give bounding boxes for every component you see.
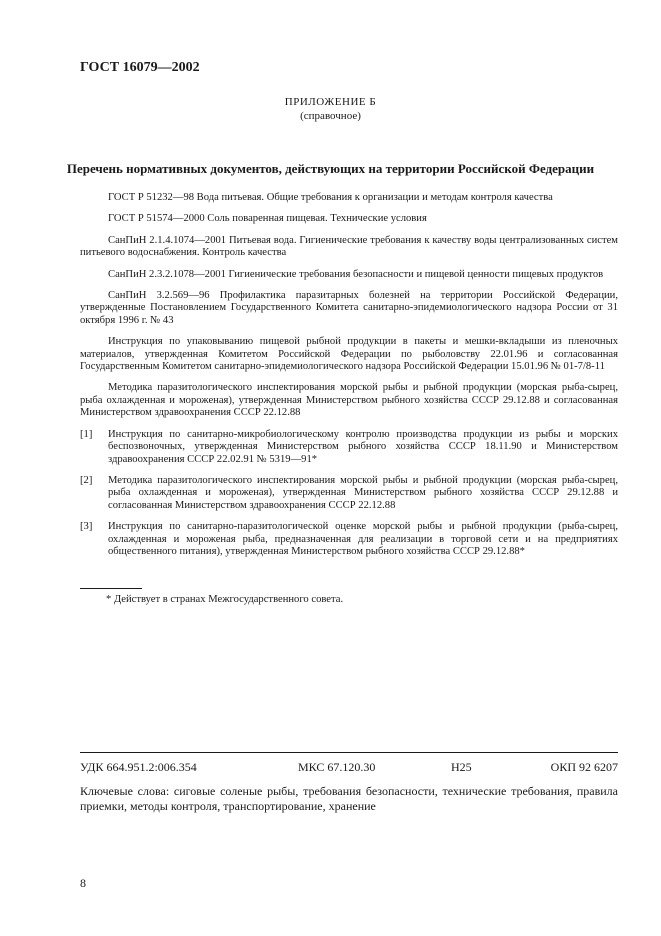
document-paragraph: СанПиН 3.2.569—96 Профилактика паразитарных болезней на территории Российской Федерации, утвержденные Постановлением Государственного Комитета санитарно-эпидемиологического надзора России от 31 октября 1996 г. № 43 <box>80 290 618 326</box>
keywords: Ключевые слова: сиговые соленые рыбы, требования безопасности, технические требования, правила приемки, методы контроля, транспортирование, хранение <box>80 784 618 813</box>
document-paragraph: СанПиН 2.1.4.1074—2001 Питьевая вода. Гигиенические требования к качеству воды централизованных систем питьевого водоснабжения. Контроль качества <box>80 234 618 259</box>
document-paragraph: Инструкция по упаковыванию пищевой рыбной продукции в пакеты и мешки-вкладыши из пленочных материалов, утвержденная Комитетом Российской Федерации по рыболовству 22.01.96 и согласованная Государственным Комитетом санитарно-эпидемиологического надзора Российской Федерации 15.01.96 № 01-7/8-11 <box>80 336 618 373</box>
reference-text: Инструкция по санитарно-паразитологической оценке морской рыбы и рыбной продукции (рыба-сырец, охлажденная и мороженая рыба, предназначенная для реализации в торговой сети и на предприятиях общественного питания), утвержденная Министерством рыбного хозяйства СССР 29.12.88* <box>108 521 618 557</box>
okp-code: ОКП 92 6207 <box>550 760 618 774</box>
document-body <box>80 192 618 567</box>
reference-text: Инструкция по санитарно-микробиологическому контролю производства продукции из рыбы и морских беспозвоночных, утвержденная Министерством рыбного хозяйства СССР 18.11.90 и Министерством здравоохранения СССР 22.02.91 № 5319—91* <box>108 428 618 465</box>
footer-divider <box>80 752 618 753</box>
udk-code: УДК 664.951.2:006.354 <box>80 760 197 774</box>
document-header: ГОСТ 16079—2002 <box>80 60 200 75</box>
reference-item <box>80 429 618 466</box>
reference-text: Методика паразитологического инспектирования морской рыбы и рыбной продукции (морская рыба-сырец, рыба охлажденная и мороженая), утвержденная Министерством рыбного хозяйства СССР 29.12.88 и согласованная Министерством здравоохранения СССР 22.12.88 <box>108 474 618 511</box>
mks-code: МКС 67.120.30 <box>298 760 376 774</box>
page-number: 8 <box>80 876 86 890</box>
reference-item <box>80 475 618 512</box>
footnote-divider <box>80 588 142 589</box>
document-paragraph: Методика паразитологического инспектирования морской рыбы и рыбной продукции (морская рыба-сырец, рыба охлажденная и мороженая), утвержденная Министерством рыбного хозяйства СССР 29.12.88 и согласованная Министерством здравоохранения СССР 22.12.88 <box>80 382 618 419</box>
category-code: Н25 <box>451 760 472 774</box>
reference-number: [2] <box>80 474 93 486</box>
list-title: Перечень нормативных документов, действующих на территории Российской Федерации <box>66 161 595 176</box>
reference-number: [3] <box>80 521 93 533</box>
footnote: * Действует в странах Межгосударственного совета. <box>106 594 344 605</box>
appendix-subtitle: (справочное) <box>300 110 361 122</box>
reference-item <box>80 521 618 558</box>
document-paragraph: СанПиН 2.3.2.1078—2001 Гигиенические требования безопасности и пищевой ценности пищевых продуктов <box>108 268 604 280</box>
appendix-title: ПРИЛОЖЕНИЕ Б <box>284 96 377 108</box>
reference-number: [1] <box>80 428 93 440</box>
document-paragraph: ГОСТ Р 51232—98 Вода питьевая. Общие требования к организации и методам контроля качества <box>108 192 553 203</box>
document-paragraph: ГОСТ Р 51574—2000 Соль поваренная пищевая. Технические условия <box>108 213 427 225</box>
